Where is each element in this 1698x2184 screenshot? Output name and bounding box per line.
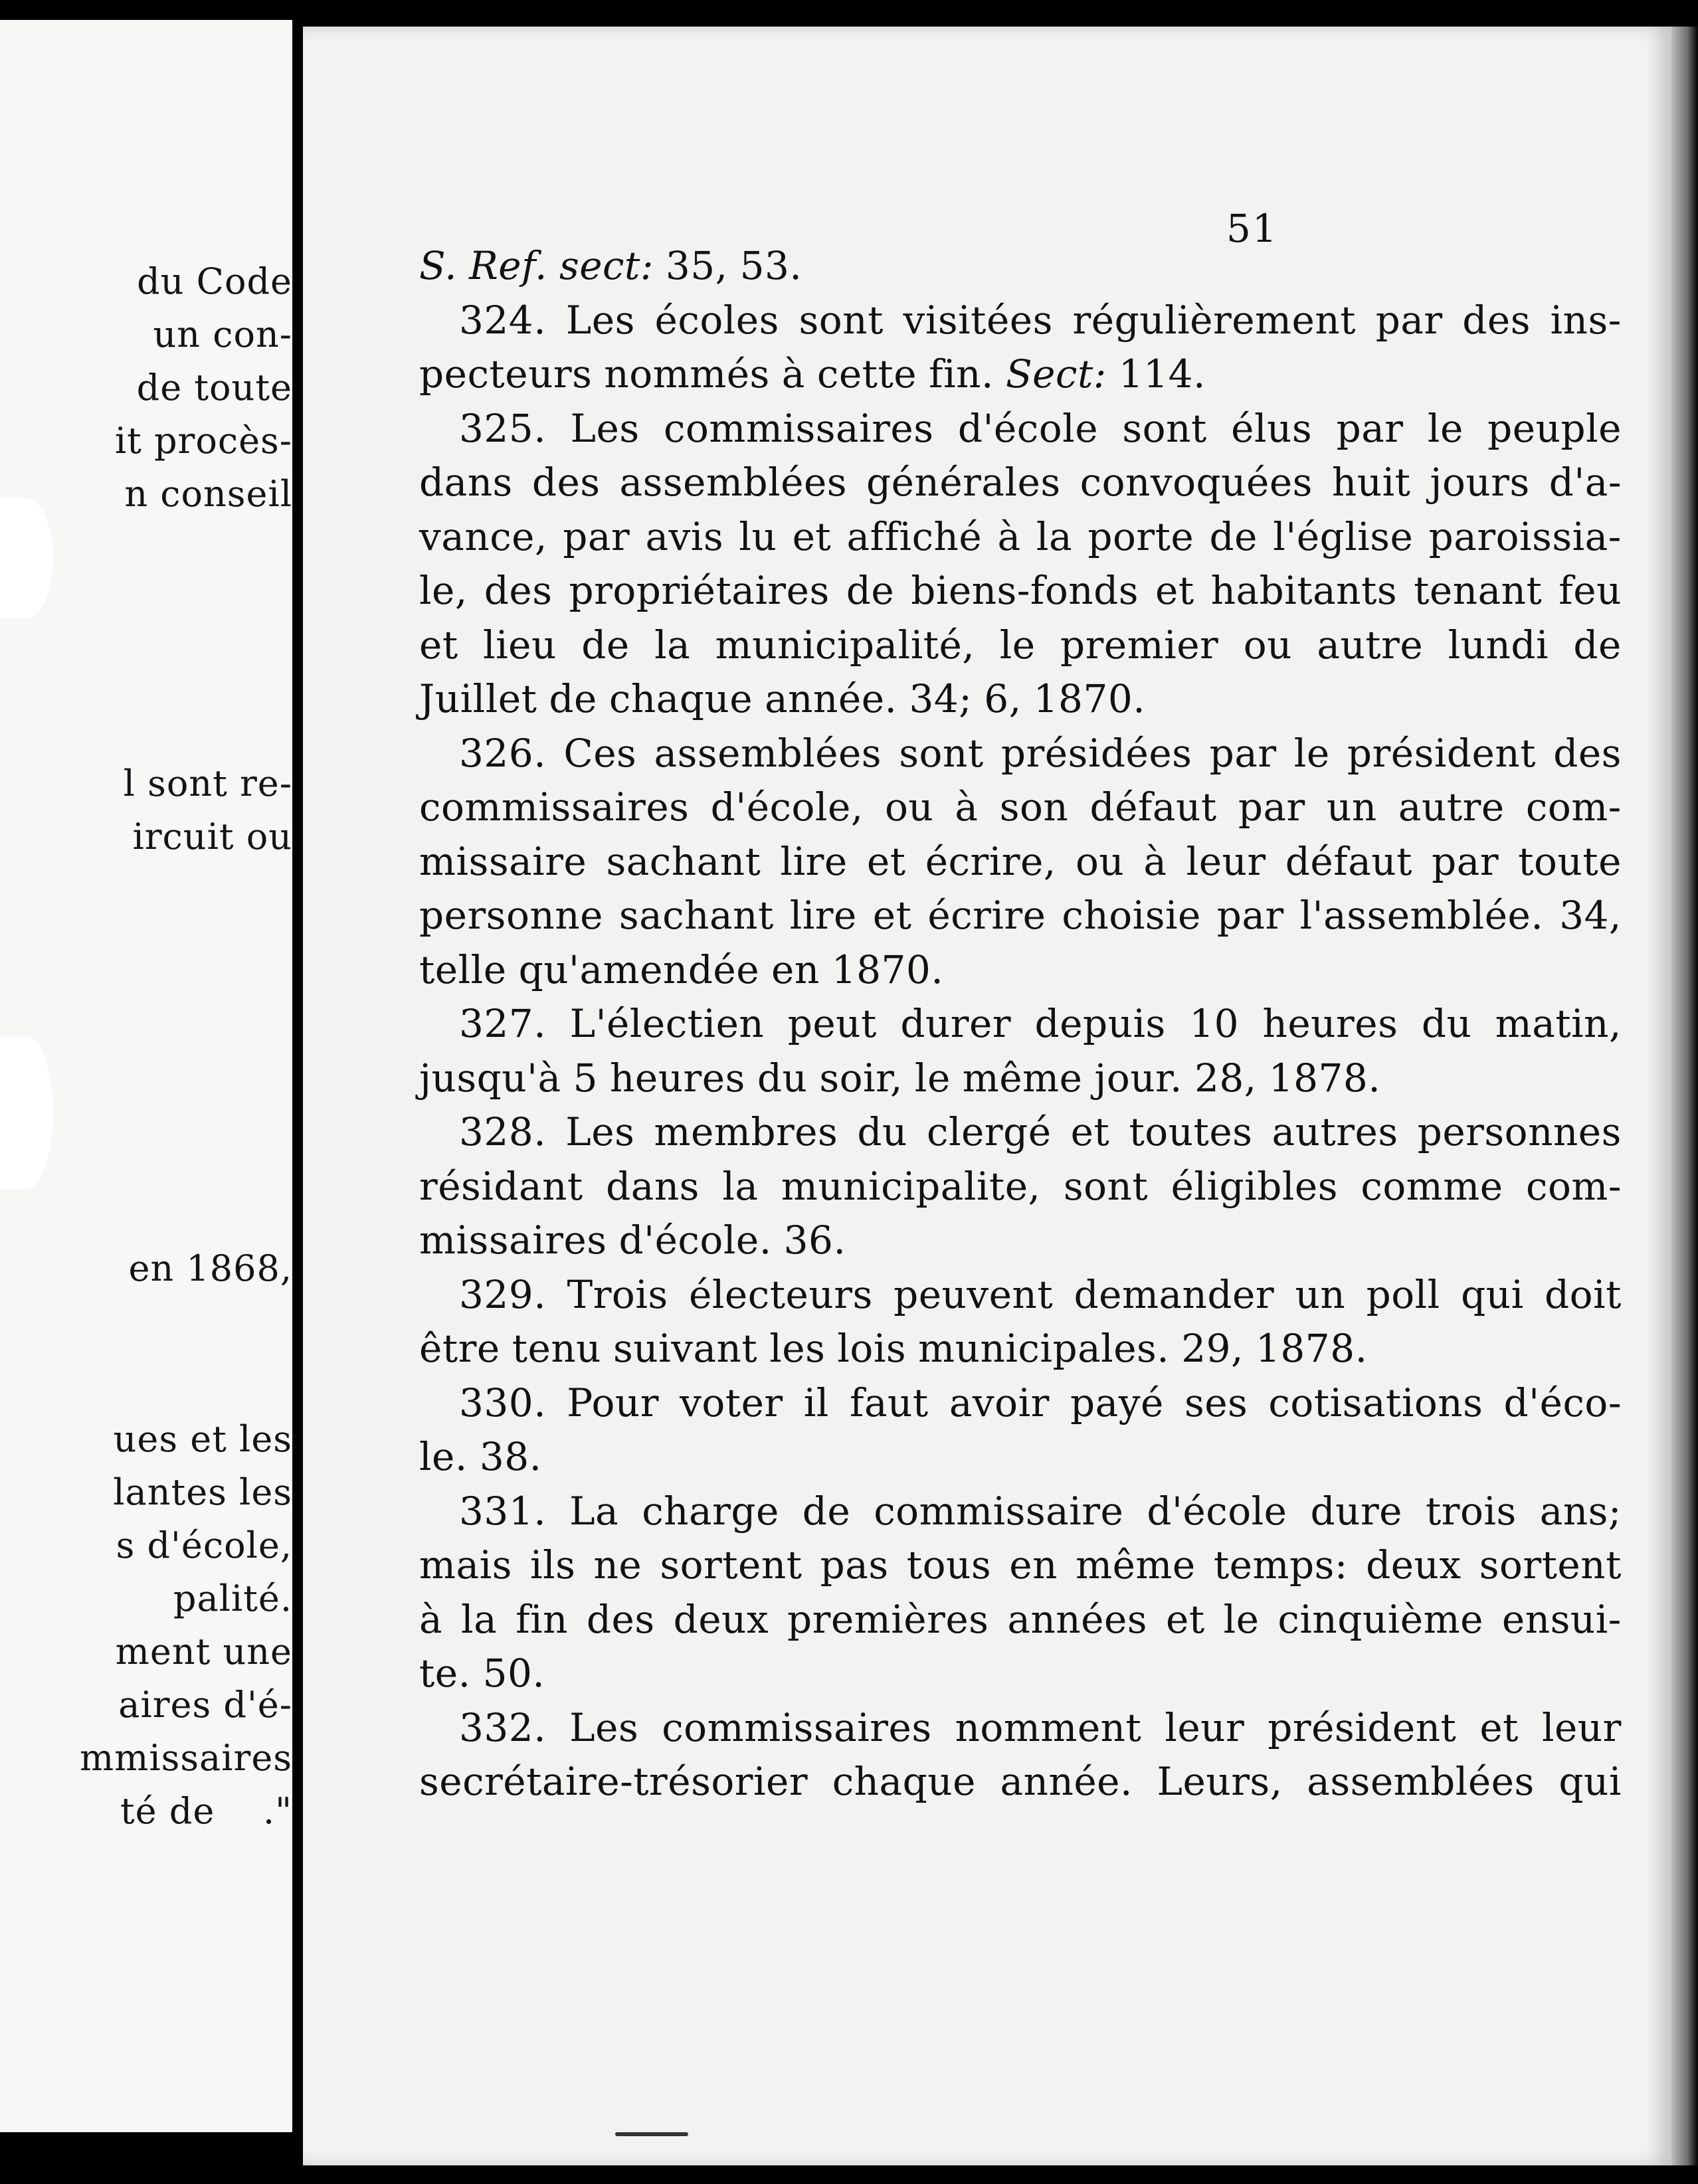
word: à [419, 1596, 443, 1642]
word: personne [419, 893, 603, 938]
word: sortent [1479, 1542, 1622, 1588]
word: payé [1070, 1380, 1164, 1425]
word: 332. [459, 1704, 547, 1750]
word: générales [866, 460, 1061, 505]
word: 36. [783, 1218, 846, 1263]
word: convoquées [1080, 460, 1313, 505]
footer-mark [615, 2132, 688, 2136]
left-page-fragment: un con- [153, 314, 292, 355]
word: et [1479, 1704, 1519, 1750]
word: de [1573, 622, 1622, 668]
word: en [1009, 1542, 1058, 1588]
text-line [419, 997, 1622, 1051]
word: jusqu'à [419, 1055, 561, 1101]
left-page-fragment: ircuit ou [132, 816, 292, 858]
left-page-fragment: en 1868, [128, 1247, 292, 1289]
word: tenu [512, 1326, 602, 1371]
word: chaque [832, 1759, 976, 1804]
word: tous [906, 1542, 992, 1588]
word: le [1293, 730, 1330, 776]
word: écrire, [925, 838, 1056, 884]
word: autre [1317, 622, 1424, 668]
word: par [1238, 784, 1305, 830]
word: sont [1063, 1163, 1149, 1209]
text-line [419, 239, 1622, 294]
word: d'école [1147, 1488, 1287, 1534]
word: premier [1060, 622, 1219, 668]
word: 329. [459, 1271, 547, 1317]
word: le [1427, 405, 1463, 451]
left-page-fragment: mmissaires [79, 1737, 292, 1779]
word: et [872, 893, 912, 938]
word: voter [680, 1380, 783, 1425]
left-page-fragment: du Code [137, 260, 292, 302]
word: de [581, 622, 630, 668]
left-page-fragment: s d'école, [116, 1524, 292, 1566]
word: la [1036, 513, 1073, 559]
word: soir, [819, 1055, 903, 1101]
word: il [803, 1380, 829, 1425]
word: ans; [1539, 1488, 1622, 1534]
word: lois [837, 1326, 907, 1371]
left-page-fragment: aires d'é- [118, 1684, 292, 1726]
word: ou [884, 784, 934, 830]
text-line [419, 943, 1622, 998]
word: fin [516, 1596, 568, 1642]
left-page-fragment: palité. [173, 1578, 292, 1619]
word: poll [1366, 1271, 1440, 1317]
word: de [549, 676, 597, 721]
word: Les [565, 297, 635, 343]
word: porte [1087, 513, 1194, 559]
word: jour. [1094, 1055, 1182, 1101]
word: du [757, 1055, 808, 1101]
word: sont [1122, 405, 1207, 451]
word: deux [673, 1596, 769, 1642]
word: à [997, 513, 1021, 559]
word: qui [1558, 1759, 1622, 1804]
word: clergé [927, 1109, 1052, 1154]
word: ins- [1550, 297, 1622, 343]
word: autre [1398, 784, 1505, 830]
word: missaires [419, 1218, 607, 1263]
word: comme [1361, 1163, 1503, 1209]
word: commissaire [874, 1488, 1124, 1534]
word: en [771, 947, 820, 992]
word: heures [610, 1055, 745, 1101]
word: habitants [1210, 568, 1398, 613]
word: de [1209, 513, 1258, 559]
word: par [1336, 405, 1404, 451]
left-page-fragment: de toute [136, 367, 292, 409]
word: trois [1425, 1488, 1517, 1534]
word: et [1166, 1596, 1205, 1642]
word: ou [1243, 622, 1292, 668]
word: Les [565, 1109, 635, 1154]
word: dans [419, 460, 513, 505]
word: des [1462, 297, 1531, 343]
word: 326. [459, 730, 547, 776]
text-line [419, 402, 1622, 456]
word: l'église [1273, 513, 1414, 559]
word: et [1155, 568, 1194, 613]
word: matin, [1495, 1001, 1622, 1046]
word: de [802, 1488, 851, 1534]
word: la [461, 1596, 498, 1642]
word: à [1143, 838, 1167, 884]
word: nomment [955, 1704, 1142, 1750]
left-page-fragment: lantes les [113, 1471, 292, 1513]
word: des [484, 568, 553, 613]
word: S. [419, 243, 458, 288]
text-line [419, 510, 1622, 565]
word: 330. [459, 1380, 547, 1425]
word: depuis [1034, 1001, 1166, 1046]
word: d'école. [618, 1218, 772, 1263]
text-line [419, 1647, 1622, 1701]
word: chaque [609, 676, 753, 721]
word: 327. [459, 1001, 547, 1046]
text-line [419, 294, 1622, 348]
left-page-fragment: it procès- [114, 420, 292, 462]
word: fin. [929, 351, 994, 397]
word: 35, [665, 243, 728, 288]
word: 114. [1118, 351, 1206, 397]
text-line [419, 835, 1622, 889]
word: du [1421, 1001, 1472, 1046]
text-line [419, 1538, 1622, 1593]
word: président [1268, 1704, 1457, 1750]
word: faut [849, 1380, 929, 1425]
text-line [419, 780, 1622, 835]
word: leur [1541, 1704, 1622, 1750]
word: l'assemblée. [1299, 893, 1544, 938]
word: commissaires [419, 784, 690, 830]
word: de [846, 568, 895, 613]
word: d'école, [710, 784, 864, 830]
word: toute [1518, 838, 1622, 884]
word: sont [899, 730, 984, 776]
word: municipalite, [781, 1163, 1041, 1209]
word: à [781, 351, 805, 397]
left-page-fragment: ues et les [113, 1418, 292, 1460]
word: régulièrement [1072, 297, 1357, 343]
word: la [722, 1163, 759, 1209]
word: 331. [459, 1488, 547, 1534]
word: feu [1558, 568, 1622, 613]
word: Les [570, 405, 640, 451]
word: lu [739, 513, 777, 559]
word: président [1347, 730, 1536, 776]
word: élus [1231, 405, 1313, 451]
word: 29, [1181, 1326, 1244, 1371]
word: être [419, 1326, 500, 1371]
word: Ref. [469, 243, 547, 288]
word: com- [1525, 784, 1622, 830]
word: peuple [1487, 405, 1622, 451]
word: 34; [909, 676, 973, 721]
left-page-fragment: ment une [115, 1631, 292, 1673]
word: même [1076, 1542, 1196, 1588]
word: 34, [1559, 893, 1622, 938]
word: année. [1000, 1759, 1133, 1804]
word: Leurs, [1157, 1759, 1283, 1804]
word: lire [780, 838, 848, 884]
word: nommés [604, 351, 770, 397]
text-line [419, 1051, 1622, 1106]
text-line [419, 889, 1622, 943]
word: avoir [949, 1380, 1050, 1425]
word: et [866, 838, 906, 884]
word: biens-fonds [911, 568, 1139, 613]
word: sont [799, 297, 884, 343]
page-edge-shadow [1671, 27, 1698, 2165]
word: paroissia- [1428, 513, 1622, 559]
page-number: 51 [1226, 206, 1278, 251]
word: lieu [483, 622, 557, 668]
word: 1878. [1268, 1055, 1381, 1101]
word: temps: [1213, 1542, 1348, 1588]
word: lundi [1448, 622, 1549, 668]
word: mais [419, 1542, 512, 1588]
word: durer [900, 1001, 1012, 1046]
word: année. [765, 676, 897, 721]
word: cotisations [1268, 1380, 1483, 1425]
word: par [1216, 893, 1284, 938]
word: la [654, 622, 691, 668]
word: autres [1272, 1109, 1398, 1154]
word: missaire [419, 838, 587, 884]
word: dans [606, 1163, 700, 1209]
text-line [419, 1593, 1622, 1647]
word: qui [1461, 1271, 1524, 1317]
word: par [1432, 838, 1499, 884]
word: un [1326, 784, 1377, 830]
word: par [563, 513, 630, 559]
word: qu'amendée [518, 947, 760, 992]
word: municipales. [918, 1326, 1170, 1371]
text-line [419, 1105, 1622, 1160]
word: toutes [1129, 1109, 1253, 1154]
word: 325. [459, 405, 547, 451]
word: 6, [984, 676, 1022, 721]
text-line [419, 1160, 1622, 1214]
word: ensui- [1501, 1596, 1622, 1642]
word: Trois [567, 1271, 668, 1317]
word: des [586, 1596, 655, 1642]
word: sachant [618, 893, 774, 938]
word: 1878. [1255, 1326, 1368, 1371]
word: doit [1545, 1271, 1622, 1317]
word: le. [419, 1434, 468, 1479]
word: choisie [1062, 893, 1201, 938]
word: défaut [1285, 838, 1412, 884]
word: d'a- [1549, 460, 1622, 505]
word: 10 [1189, 1001, 1240, 1046]
word: 38. [479, 1434, 542, 1479]
word: des [1553, 730, 1622, 776]
word: vance, [419, 513, 547, 559]
text-line [419, 1376, 1622, 1431]
word: avis [645, 513, 724, 559]
left-page-blot [0, 1036, 53, 1189]
word: défaut [1089, 784, 1217, 830]
word: cinquième [1277, 1596, 1483, 1642]
word: leur [1165, 1704, 1245, 1750]
word: assemblées [1307, 1759, 1535, 1804]
word: et [792, 513, 832, 559]
word: et [419, 622, 458, 668]
word: sachant [606, 838, 761, 884]
word: te. [419, 1651, 471, 1696]
word: jours [1430, 460, 1530, 505]
word: par [1209, 730, 1277, 776]
word: deux [1366, 1542, 1462, 1588]
book-gutter [292, 0, 303, 2184]
word: commissaires [664, 405, 934, 451]
word: années [1007, 1596, 1148, 1642]
text-line [419, 1701, 1622, 1756]
text-line [419, 1268, 1622, 1322]
word: écrire [927, 893, 1046, 938]
word: même [962, 1055, 1083, 1101]
text-line [419, 456, 1622, 510]
word: 324. [459, 297, 547, 343]
word: demander [1074, 1271, 1275, 1317]
word: 50. [482, 1651, 545, 1696]
word: leur [1186, 838, 1266, 884]
text-line [419, 347, 1622, 402]
word: propriétaires [569, 568, 830, 613]
word: membres [654, 1109, 838, 1154]
word: son [999, 784, 1069, 830]
word: des [531, 460, 601, 505]
word: 1870. [831, 947, 944, 992]
text-line [419, 1430, 1622, 1485]
word: ne [593, 1542, 642, 1588]
word: municipalité, [715, 622, 975, 668]
left-page-fragment: té de ." [120, 1790, 292, 1832]
word: commissaires [662, 1704, 932, 1750]
word: électeurs [689, 1271, 873, 1317]
word: premières [787, 1596, 989, 1642]
word: d'école [957, 405, 1099, 451]
word: 53. [739, 243, 802, 288]
text-line [419, 727, 1622, 781]
word: ou [1075, 838, 1125, 884]
word: pas [820, 1542, 889, 1588]
word: 1870. [1033, 676, 1146, 721]
word: pecteurs [419, 351, 593, 397]
word: charge [642, 1488, 779, 1534]
word: Ces [563, 730, 637, 776]
word: L'électien [569, 1001, 765, 1046]
word: à [955, 784, 979, 830]
word: assemblées [654, 730, 882, 776]
word: heures [1262, 1001, 1398, 1046]
word: Juillet [419, 676, 537, 721]
word: secrétaire-trésorier [419, 1759, 808, 1804]
text-line [419, 564, 1622, 618]
word: peuvent [894, 1271, 1054, 1317]
word: écoles [654, 297, 779, 343]
text-line [419, 1214, 1622, 1268]
word: le [1223, 1596, 1260, 1642]
word: La [569, 1488, 619, 1534]
right-page [303, 27, 1671, 2165]
text-line [419, 1755, 1622, 1809]
word: Pour [567, 1380, 659, 1425]
body-text [419, 239, 1622, 1809]
word: éligibles [1171, 1163, 1338, 1209]
word: visitées [903, 297, 1053, 343]
word: du [857, 1109, 907, 1154]
word: 28, [1194, 1055, 1257, 1101]
word: com- [1525, 1163, 1622, 1209]
word: 328. [459, 1109, 547, 1154]
word: d'éco- [1503, 1380, 1622, 1425]
left-page-fragment: l sont re- [123, 763, 292, 804]
word: peut [787, 1001, 877, 1046]
text-line [419, 1322, 1622, 1376]
word: personnes [1417, 1109, 1622, 1154]
text-line [419, 672, 1622, 727]
word: un [1295, 1271, 1346, 1317]
word: lire [789, 893, 857, 938]
word: le, [419, 568, 468, 613]
word: par [1375, 297, 1443, 343]
word: affiché [846, 513, 983, 559]
word: sortent [660, 1542, 802, 1588]
word: dure [1310, 1488, 1403, 1534]
word: sect: [559, 243, 654, 288]
word: tenant [1414, 568, 1543, 613]
word: ils [530, 1542, 576, 1588]
word: assemblées [619, 460, 848, 505]
word: 5 [573, 1055, 599, 1101]
word: telle [419, 947, 507, 992]
word: Sect: [1005, 351, 1107, 397]
word: les [769, 1326, 826, 1371]
word: le [914, 1055, 951, 1101]
word: suivant [613, 1326, 758, 1371]
text-line [419, 1485, 1622, 1539]
left-page-blot [0, 498, 53, 618]
word: huit [1331, 460, 1411, 505]
word: ses [1184, 1380, 1248, 1425]
word: et [1070, 1109, 1110, 1154]
word: le [999, 622, 1036, 668]
word: résidant [419, 1163, 583, 1209]
word: Les [569, 1704, 639, 1750]
left-facing-page [0, 20, 292, 2132]
left-page-fragment: n conseil [124, 473, 292, 515]
text-line [419, 618, 1622, 673]
word: cette [816, 351, 917, 397]
word: présidées [1000, 730, 1192, 776]
